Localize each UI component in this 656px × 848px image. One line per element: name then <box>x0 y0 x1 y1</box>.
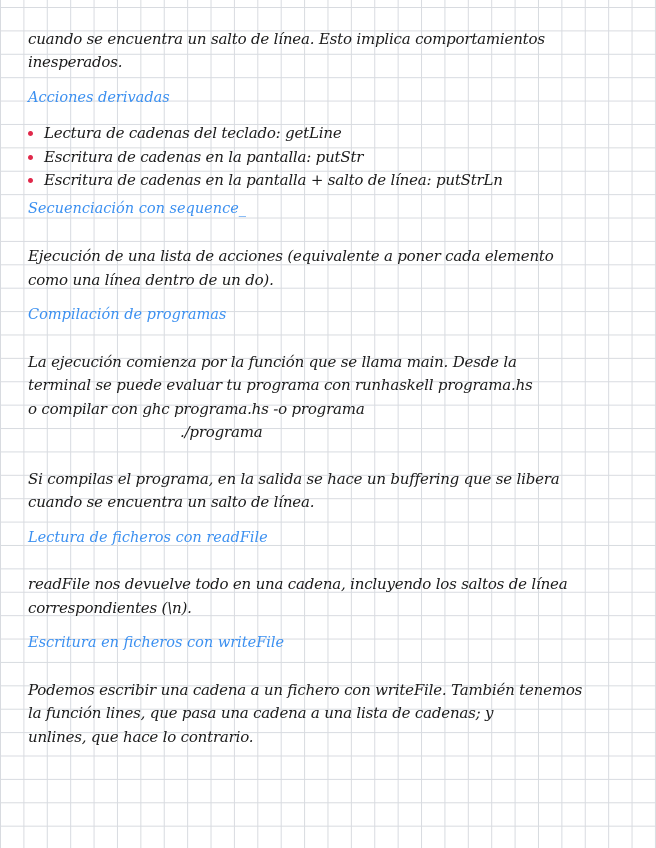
bullet-icon <box>28 155 33 160</box>
list-item <box>28 122 644 145</box>
secuenciacion-line-2: como una línea dentro de un do). <box>28 270 274 289</box>
acciones-list <box>28 122 644 192</box>
compilacion-line-2: terminal se puede evaluar tu programa con runhaskell programa.hs <box>28 376 533 395</box>
escritura-line-3: unlines, que hace lo contrario. <box>28 727 254 746</box>
compilacion-line-1: La ejecución comienza por la función que se llama main. Desde la <box>28 352 517 371</box>
spacer <box>28 550 644 573</box>
bullet-icon <box>28 178 33 183</box>
intro-line-2: inesperados. <box>28 53 123 72</box>
spacer <box>28 656 644 679</box>
list-item <box>28 169 644 192</box>
heading-compilacion: Compilación de programas <box>28 307 227 324</box>
compilacion-line-3: o compilar con ghc programa.hs -o programa <box>28 399 365 418</box>
spacer <box>28 75 644 87</box>
list-item-text: Escritura de cadenas en la pantalla + salto de línea: putStrLn <box>44 171 503 190</box>
secuenciacion-line-1: Ejecución de una lista de acciones (equivalente a poner cada elemento <box>28 247 554 266</box>
heading-lectura: Lectura de ficheros con readFile <box>28 529 268 546</box>
spacer <box>28 620 644 632</box>
notebook-page <box>28 28 644 749</box>
spacer <box>28 444 644 467</box>
compilacion-line-5: Si compilas el programa, en la salida se hace un buffering que se libera <box>28 469 560 488</box>
intro-line-1: cuando se encuentra un salto de línea. Esto implica comportamientos <box>28 30 545 48</box>
escritura-line-1: Podemos escribir una cadena a un fichero con writeFile. También tenemos <box>28 681 583 700</box>
escritura-line-2: la función lines, que pasa una cadena a una lista de cadenas; y <box>28 704 494 723</box>
spacer <box>28 515 644 527</box>
heading-escritura: Escritura en ficheros con writeFile <box>28 635 285 652</box>
heading-secuenciacion: Secuenciación con sequence_ <box>28 201 247 218</box>
lectura-line-1: readFile nos devuelve todo en una cadena, incluyendo los saltos de línea <box>28 575 568 594</box>
bullet-icon <box>28 131 33 136</box>
list-item <box>28 146 644 169</box>
compilacion-line-6: cuando se encuentra un salto de línea. <box>28 493 315 512</box>
list-item-text: Lectura de cadenas del teclado: getLine <box>44 124 342 143</box>
spacer <box>28 110 644 122</box>
spacer <box>28 222 644 245</box>
heading-acciones-derivadas: Acciones derivadas <box>28 89 170 106</box>
lectura-line-2: correspondientes (\n). <box>28 598 192 617</box>
spacer <box>28 292 644 304</box>
list-item-text: Escritura de cadenas en la pantalla: putStr <box>44 147 364 166</box>
spacer <box>28 327 644 350</box>
compilacion-line-4: ./programa <box>180 423 263 442</box>
